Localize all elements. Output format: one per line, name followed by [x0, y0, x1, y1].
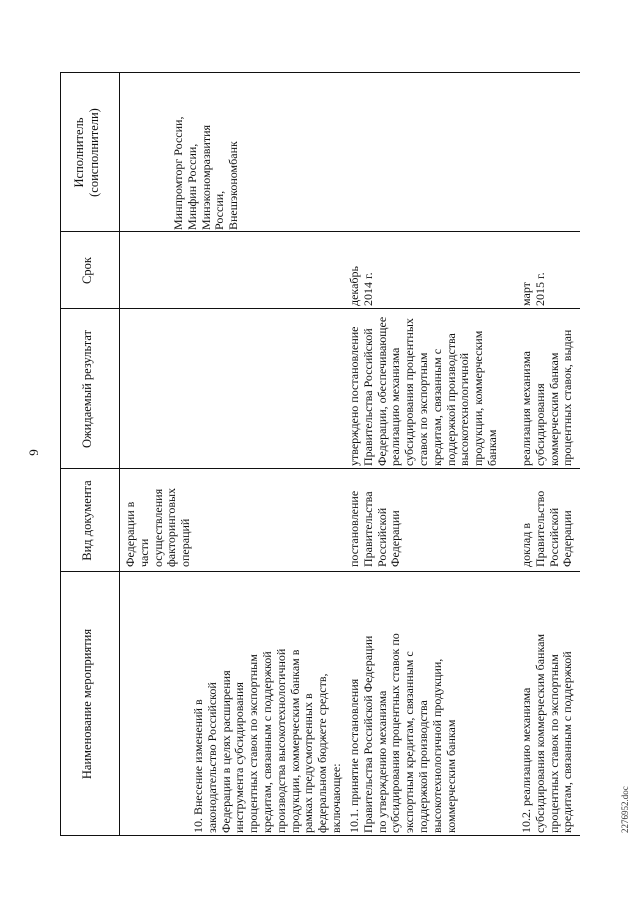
row-10-1-name: 10.1. принятие постановления Правительства Российской Федерации по утверждению механизма субсидирования процентных ставок по экспортным кредитам, связанным с поддержкой производства высокотехнологичной продукции, коммерческим банкам: [347, 633, 458, 833]
header-deadline: Срок: [80, 257, 94, 284]
row-10-1-deadline: декабрь 2014 г.: [347, 266, 375, 306]
row-10-2-doc-type: доклад в Правительство Российской Федерации: [519, 490, 575, 567]
table-top-border: [60, 73, 61, 836]
row-10-name: 10. Внесение изменений в законодательство Российской Федерации в целях расширения инструмента субсидирования процентных ставок по экспортным кредитам, связанным с поддержкой производства высокотехнологичной продукции, коммерческим банкам в рамках предусмотренных в федеральном бюджете средств, включающее:: [191, 648, 343, 833]
row-10-2-deadline: март 2015 г.: [519, 272, 547, 306]
col-border-right: [60, 72, 580, 73]
continuation-doc-type: Федерации в части осуществления факторинговых операций: [123, 487, 193, 567]
header-doc-type: Вид документа: [80, 480, 94, 561]
col-border-1: [60, 571, 580, 572]
header-executor: Исполнитель (соисполнители): [72, 108, 101, 197]
row-10-1-result: утверждено постановление Правительства Российской Федерации, обеспечивающее реализацию механизма субсидирования процентных ставок по экспортным кредитам, связанным с поддержкой производства высокотехнологичной продукции, коммерческим банкам: [347, 316, 499, 466]
row-10-1-doc-type: постановление Правительства Российской Федерации: [347, 490, 403, 567]
header-result: Ожидаемый результат: [80, 329, 94, 449]
row-10-2-name: 10.2. реализацию механизма субсидирования коммерческим банкам процентных ставок по экспортным кредитам, связанным с поддержкой: [519, 633, 575, 833]
page-number: 9: [26, 449, 41, 456]
col-border-4: [60, 231, 580, 232]
col-border-3: [60, 308, 580, 309]
header-rule: [119, 73, 120, 836]
row-10-2-result: реализация механизма субсидирования коммерческим банкам процентных ставок, выдан: [519, 329, 575, 466]
col-border-2: [60, 468, 580, 469]
col-border-left: [60, 835, 580, 836]
header-name: Наименование мероприятия: [80, 628, 94, 780]
row-10-executor: Минпромторг России, Минфин России, Минэкономразвития России, Внешэкономбанк: [171, 116, 241, 230]
footer-filename: 2276952.doc: [620, 786, 630, 833]
